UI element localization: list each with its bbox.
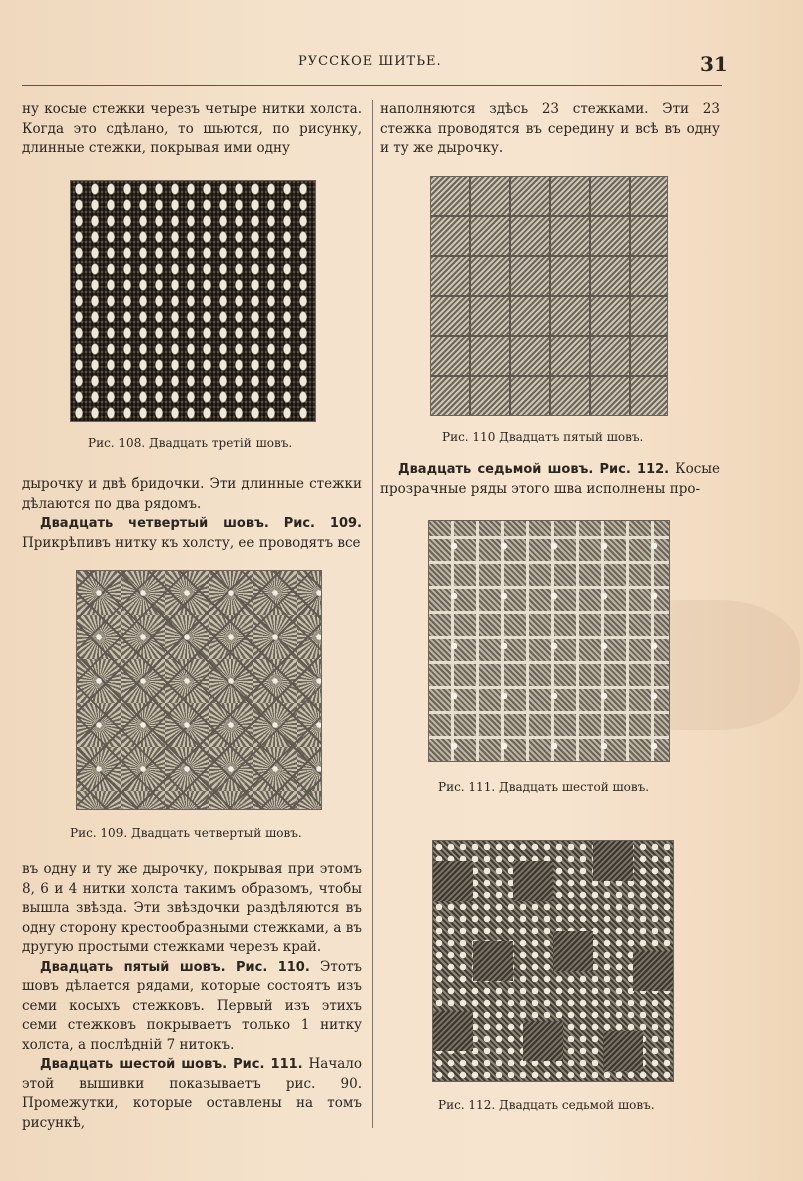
- column-divider: [372, 100, 373, 1128]
- left-para-1: ну косые стежки черезъ четыре нитки холста. Когда это сдѣлано, то шьются, по рисунку, длинные стежки, покрывая ими одну: [22, 101, 362, 156]
- figure-110-caption: Рис. 110 Двадцатъ пятый шовъ.: [442, 430, 644, 444]
- page-number: 31: [700, 52, 728, 76]
- stitch-26-title: Двадцать шестой шовъ. Рис. 111.: [40, 1057, 303, 1072]
- figure-108-caption: Рис. 108. Двадцать третій шовъ.: [88, 436, 293, 450]
- header-rule: [22, 85, 722, 86]
- left-para-2: дырочку и двѣ бридочки. Эти длинные стежки дѣлаются по два рядомъ. Двадцать четвертый шовъ. Рис. 109. Прикрѣпивъ нитку къ холсту, ее проводятъ все: [22, 476, 362, 551]
- right-para-2: Двадцать седьмой шовъ. Рис. 112. Косые прозрачные ряды этого шва исполнены про-: [380, 461, 721, 497]
- stitch-25-title: Двадцать пятый шовъ. Рис. 110.: [40, 959, 310, 975]
- figure-111-caption: Рис. 111. Двадцать шестой шовъ.: [438, 780, 650, 794]
- figure-109: [76, 570, 322, 810]
- stitch-24-title: Двадцать четвертый шовъ. Рис. 109.: [40, 516, 362, 531]
- stitch-27-title: Двадцать седьмой шовъ. Рис. 112.: [398, 462, 670, 477]
- figure-112: [432, 840, 674, 1082]
- figure-110: [430, 176, 668, 416]
- figure-112-caption: Рис. 112. Двадцать седьмой шовъ.: [438, 1098, 655, 1112]
- figure-108: [70, 180, 316, 422]
- figure-111: [428, 520, 670, 762]
- running-header: РУССКОЕ ШИТЬЕ.: [298, 54, 442, 69]
- figure-109-caption: Рис. 109. Двадцать четвертый шовъ.: [70, 826, 302, 840]
- right-para-1: наполняются здѣсь 23 стежками. Эти 23 стежка проводятся въ середину и всѣ въ одну и ту же дырочку.: [380, 101, 720, 156]
- left-para-3: въ одну и ту же дырочку, покрывая при этомъ 8, 6 и 4 нитки холста такимъ образомъ, чтобы вышла звѣзда. Эти звѣздочки раздѣляются въ одну сторону крестообразными стежками, а въ другую простыми стежками черезъ край. Двадцать пятый шовъ. Рис. 110. Этотъ шовъ дѣлается рядами, которые состоятъ изъ семи косыхъ стежковъ. Первый изъ этихъ семи стежковъ покрываетъ только 1 нитку холста, а послѣдній 7 нитокъ. Двадцать шестой шовъ. Рис. 111. Начало этой вышивки показываетъ рис. 90. Промежутки, которые оставлены на томъ рисункѣ,: [22, 861, 363, 1131]
